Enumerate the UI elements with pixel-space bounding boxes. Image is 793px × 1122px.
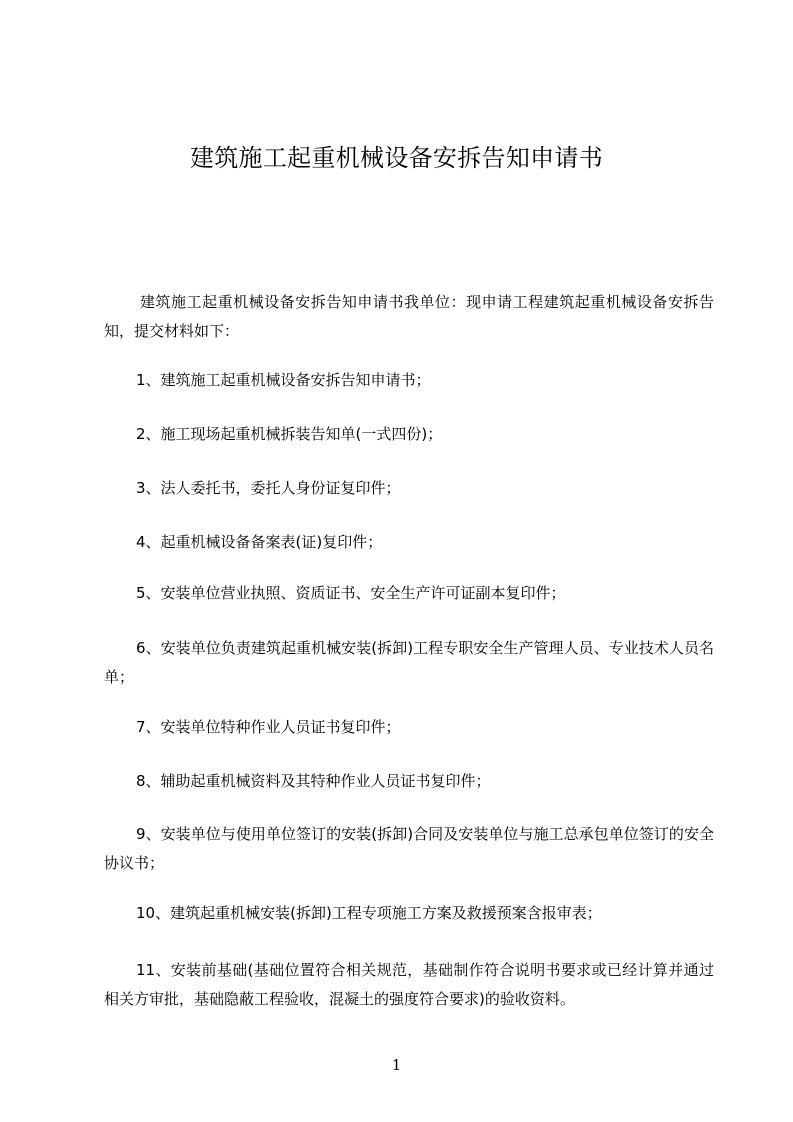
list-item-2: 2、施工现场起重机械拆装告知单(一式四份)； (136, 425, 443, 443)
list-item-8: 8、辅助起重机械资料及其特种作业人员证书复印件； (136, 772, 491, 790)
list-item-9: 9、安装单位与使用单位签订的安装(拆卸)合同及安装单位与施工总承包单位签订的安全协议书； (104, 825, 714, 872)
list-item-11: 11、安装前基础(基础位置符合相关规范，基础制作符合说明书要求或已经计算并通过相关方审批，基础隐蔽工程验收，混凝土的强度符合要求)的验收资料。 (104, 961, 714, 1008)
list-item-10: 10、建筑起重机械安装(拆卸)工程专项施工方案及救援预案含报审表； (136, 904, 602, 922)
list-item-3: 3、法人委托书，委托人身份证复印件； (136, 479, 401, 497)
list-item-5: 5、安装单位营业执照、资质证书、安全生产许可证副本复印件； (136, 584, 566, 602)
list-item-1: 1、建筑施工起重机械设备安拆告知申请书； (136, 371, 431, 389)
list-item-6: 6、安装单位负责建筑起重机械安装(拆卸)工程专职安全生产管理人员、专业技术人员名单； (104, 639, 714, 686)
intro-paragraph: 建筑施工起重机械设备安拆告知申请书我单位：现申请工程建筑起重机械设备安拆告知，提交材料如下： (104, 293, 714, 340)
list-item-4: 4、起重机械设备备案表(证)复印件； (136, 533, 383, 551)
document-title: 建筑施工起重机械设备安拆告知申请书 (189, 144, 604, 172)
list-item-7: 7、安装单位特种作业人员证书复印件； (136, 718, 401, 736)
page-number: 1 (391, 1056, 402, 1074)
